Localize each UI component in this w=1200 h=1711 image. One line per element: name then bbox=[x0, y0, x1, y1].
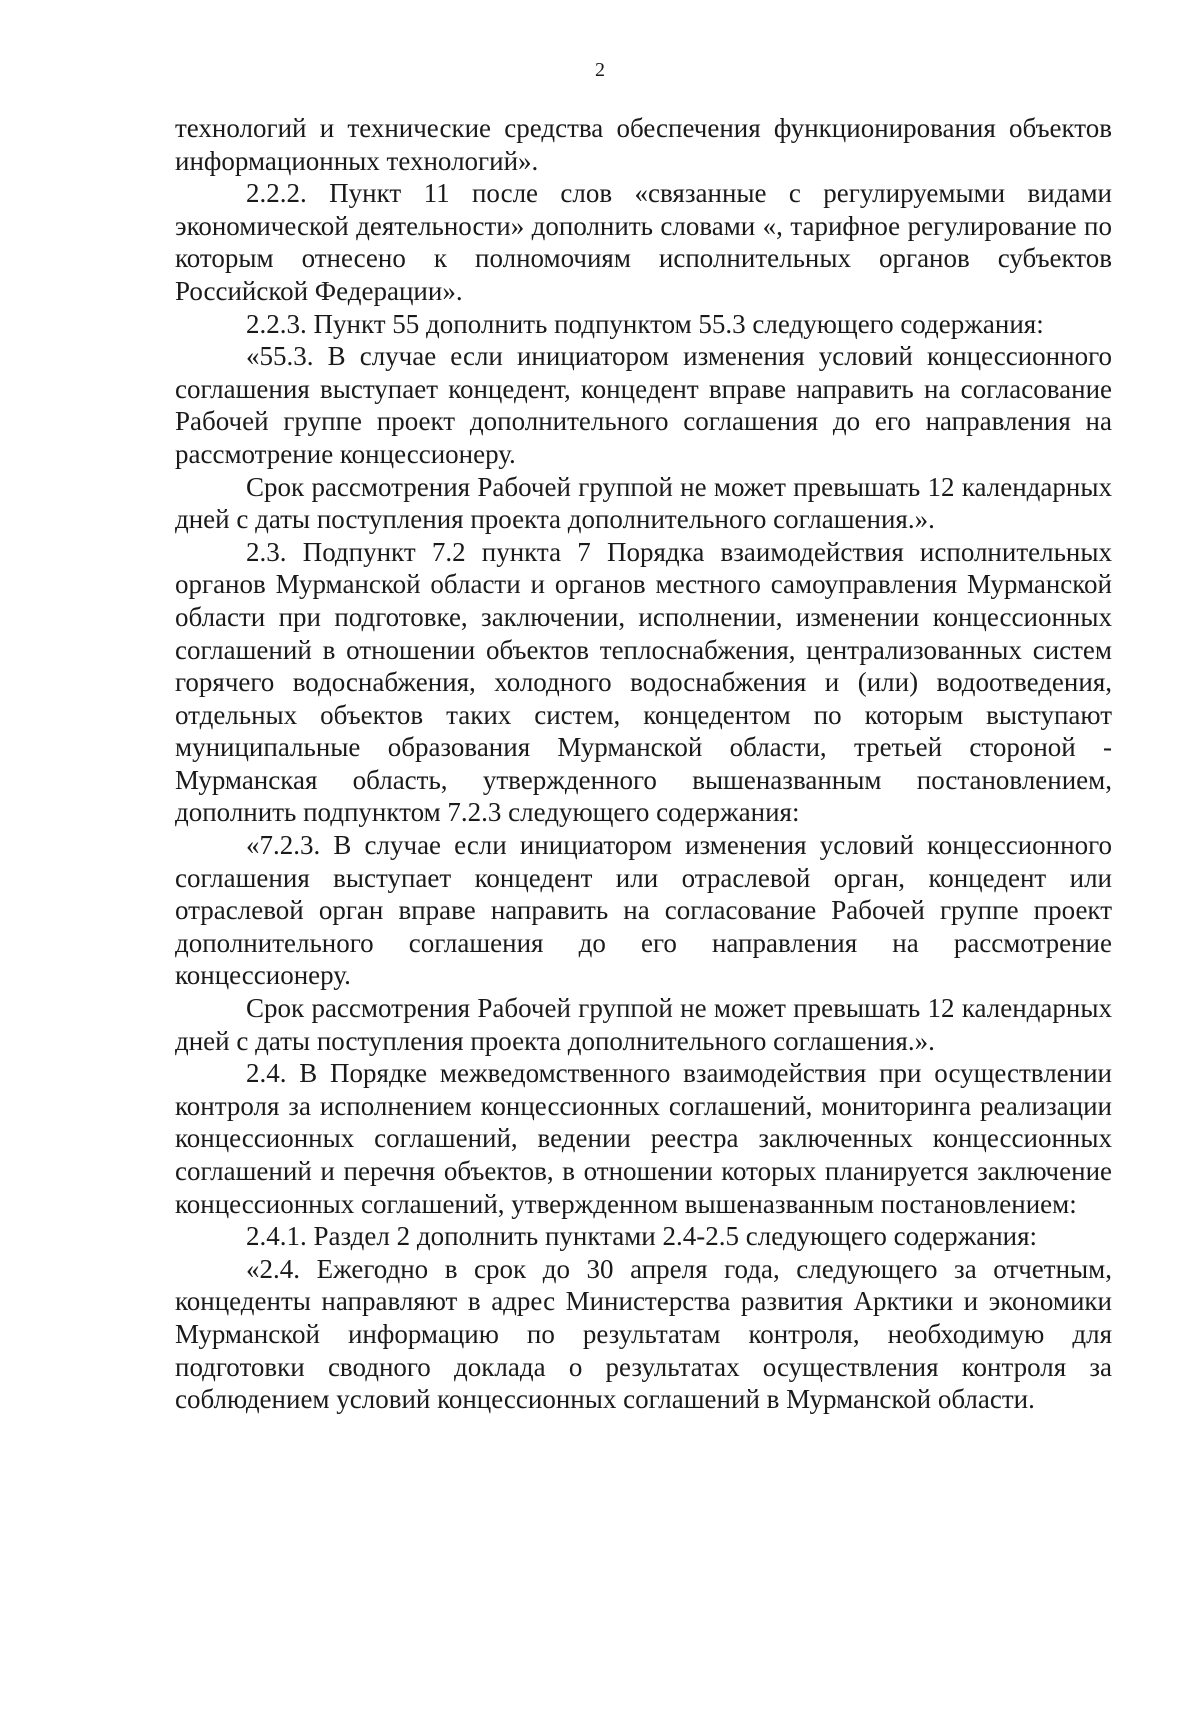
paragraph: 2.3. Подпункт 7.2 пункта 7 Порядка взаимодействия исполнительных органов Мурманской области и органов местного самоуправления Мурманской области при подготовке, заключении, исполнении, изменении концессионных соглашений в отношении объектов теплоснабжения, централизованных систем горячего водоснабжения, холодного водоснабжения и (или) водоотведения, отдельных объектов таких систем, концедентом по которым выступают муниципальные образования Мурманской области, третьей стороной - Мурманская область, утвержденного вышеназванным постановлением, дополнить подпунктом 7.2.3 следующего содержания: bbox=[175, 536, 1112, 828]
paragraph: «55.3. В случае если инициатором изменения условий концессионного соглашения выступает концедент, концедент вправе направить на согласование Рабочей группе проект дополнительного соглашения до его направления на рассмотрение концессионеру. bbox=[175, 341, 1112, 469]
paragraph: технологий и технические средства обеспечения функционирования объектов информационных технологий». bbox=[175, 113, 1112, 176]
document-body bbox=[175, 112, 1112, 1416]
paragraph: Срок рассмотрения Рабочей группой не может превышать 12 календарных дней с даты поступления проекта дополнительного соглашения.». bbox=[175, 993, 1112, 1056]
paragraph: Срок рассмотрения Рабочей группой не может превышать 12 календарных дней с даты поступления проекта дополнительного соглашения.». bbox=[175, 471, 1112, 535]
paragraph: 2.4. В Порядке межведомственного взаимодействия при осуществлении контроля за исполнением концессионных соглашений, мониторинга реализации концессионных соглашений, ведении реестра заключенных концессионных соглашений и перечня объектов, в отношении которых планируется заключение концессионных соглашений, утвержденном вышеназванным постановлением: bbox=[175, 1058, 1112, 1219]
paragraph: «7.2.3. В случае если инициатором изменения условий концессионного соглашения выступает концедент или отраслевой орган, концедент или отраслевой орган вправе направить на согласование Рабочей группе проект дополнительного соглашения до его направления на рассмотрение концессионеру. bbox=[175, 830, 1112, 991]
paragraph: 2.2.3. Пункт 55 дополнить подпунктом 55.3 следующего содержания: bbox=[246, 308, 1044, 339]
paragraph: «2.4. Ежегодно в срок до 30 апреля года, следующего за отчетным, концеденты направляют в адрес Министерства развития Арктики и экономики Мурманской информацию по результатам контроля, необходимую для подготовки сводного доклада о результатах осуществления контроля за соблюдением условий концессионных соглашений в Мурманской области. bbox=[175, 1253, 1112, 1415]
page-number: 2 bbox=[595, 59, 605, 81]
paragraph: 2.4.1. Раздел 2 дополнить пунктами 2.4-2.5 следующего содержания: bbox=[246, 1221, 1038, 1252]
paragraph: 2.2.2. Пункт 11 после слов «связанные с регулируемыми видами экономической деятельности» дополнить словами «, тарифное регулирование по которым отнесено к полномочиям исполнительных органов субъектов Российской Федерации». bbox=[175, 178, 1112, 306]
